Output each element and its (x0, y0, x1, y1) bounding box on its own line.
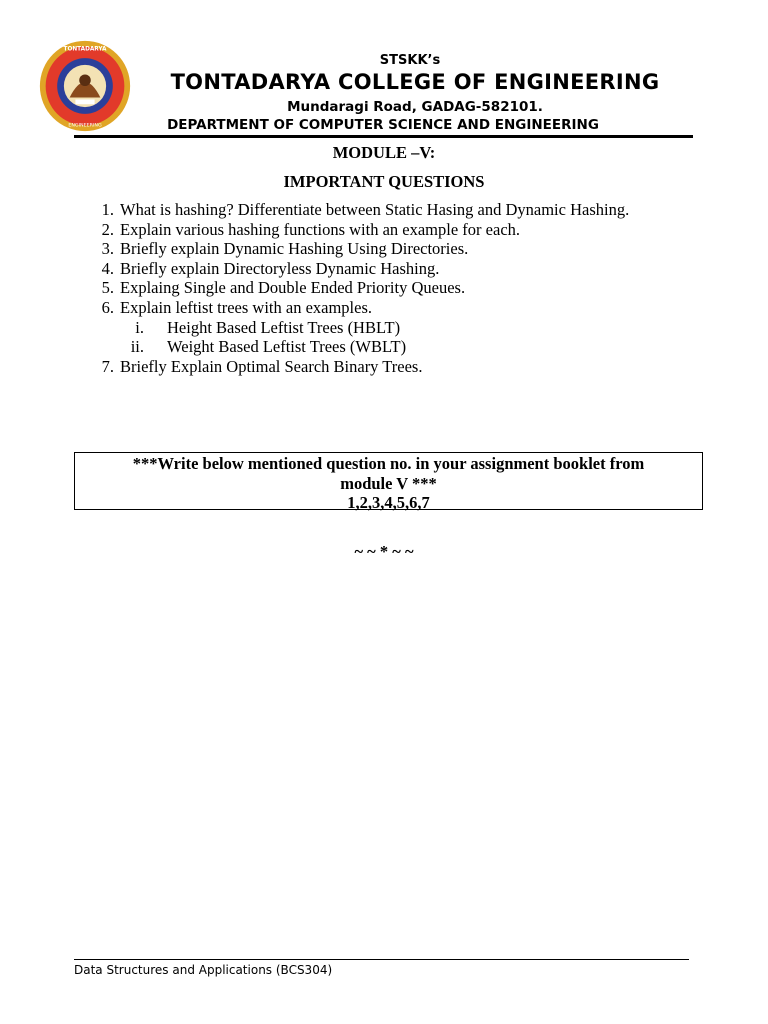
sub-question-text: Weight Based Leftist Trees (WBLT) (167, 337, 407, 357)
question-text: What is hashing? Differentiate between Static Hasing and Dynamic Hashing. (120, 200, 630, 219)
assignment-note-line1: ***Write below mentioned question no. in your assignment booklet from (132, 454, 645, 473)
assignment-question-numbers: 1,2,3,4,5,6,7 (347, 493, 430, 512)
question-number: 2. (101, 219, 114, 239)
assignment-note-box (74, 452, 703, 510)
question-number: 7. (101, 356, 114, 376)
question-text: Explain leftist trees with an examples. (120, 297, 373, 317)
question-text: Explaing Single and Double Ended Priority Queues. (120, 278, 466, 298)
header-divider (74, 135, 693, 138)
question-number: 1. (101, 200, 114, 219)
sub-question-number: ii. (130, 337, 144, 357)
svg-text:TONTADARYA: TONTADARYA (63, 46, 107, 53)
sub-question-text: Height Based Leftist Trees (HBLT) (167, 317, 401, 337)
assignment-note-line2: module V *** (340, 473, 437, 493)
section-title: IMPORTANT QUESTIONS (283, 172, 485, 191)
question-number: 5. (101, 278, 114, 298)
question-text: Briefly explain Directoryless Dynamic Hashing. (120, 258, 440, 278)
college-name: TONTADARYA COLLEGE OF ENGINEERING (170, 70, 660, 94)
svg-text:ENGINEERING: ENGINEERING (68, 123, 102, 129)
footer-divider (74, 959, 689, 960)
module-title: MODULE –V: (332, 143, 436, 162)
department-name: DEPARTMENT OF COMPUTER SCIENCE AND ENGINEERING (167, 117, 599, 133)
question-text: Briefly Explain Optimal Search Binary Trees. (120, 356, 423, 376)
question-number: 4. (101, 258, 114, 278)
footer-course: Data Structures and Applications (BCS304) (74, 963, 333, 977)
question-text: Explain various hashing functions with an example for each. (120, 219, 521, 239)
sub-question-number: i. (135, 317, 144, 337)
question-number: 6. (101, 297, 114, 317)
org-name: STSKK’s (379, 53, 441, 68)
question-text: Briefly explain Dynamic Hashing Using Directories. (120, 239, 469, 259)
college-address: Mundaragi Road, GADAG-582101. (287, 99, 543, 115)
end-separator: ~ ~ * ~ ~ (354, 542, 414, 561)
college-logo (36, 38, 134, 134)
question-number: 3. (101, 239, 114, 259)
